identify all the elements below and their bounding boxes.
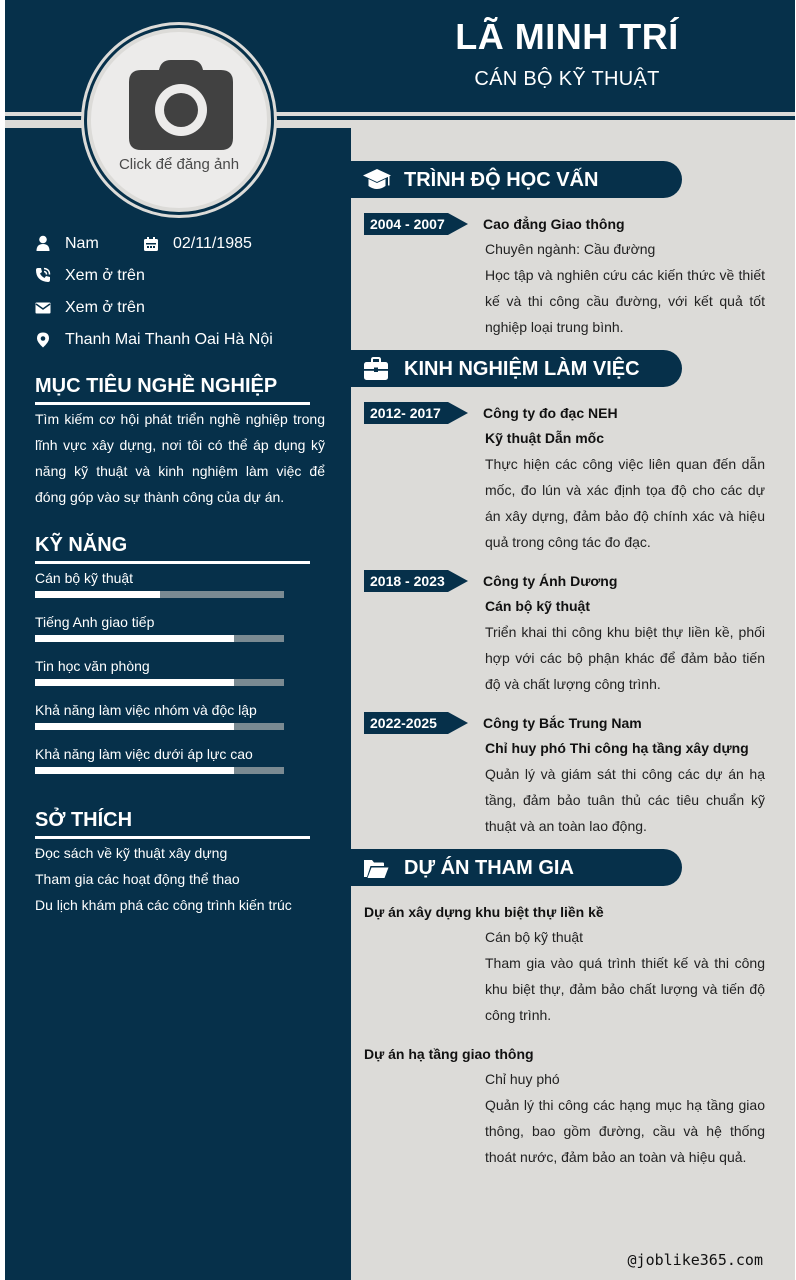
experience-description: Thực hiện các công việc liên quan đến dẫn mốc, đo lún và xác định tọa độ cho các dự án xây dựng, đảm bảo độ chính xác và hiệu quả trong công tác đo đạc. bbox=[485, 456, 765, 550]
skills-underline bbox=[35, 561, 310, 564]
folder-open-icon bbox=[363, 855, 389, 881]
company-name: Công ty Bắc Trung Nam bbox=[483, 715, 642, 731]
gender: Nam bbox=[65, 235, 99, 252]
skill-bar bbox=[35, 767, 284, 774]
objective-underline bbox=[35, 402, 310, 405]
experience-title: KINH NGHIỆM LÀM VIỆC bbox=[404, 358, 640, 380]
objective-text: Tìm kiếm cơ hội phát triển nghề nghiệp trong lĩnh vực xây dựng, nơi tôi có thể áp dụng kỹ năng kỹ thuật và kinh nghiệm làm việc để đóng góp vào sự thành công của dự án. bbox=[35, 411, 325, 505]
project-description: Quản lý thi công các hạng mục hạ tầng giao thông, bao gồm đường, cầu và hệ thống thoát nước, đảm bảo an toàn và hiệu quả. bbox=[485, 1097, 765, 1165]
hobbies-underline bbox=[35, 836, 310, 839]
company-name: Công ty đo đạc NEH bbox=[483, 405, 618, 421]
hobbies-title: SỞ THÍCH bbox=[35, 809, 133, 831]
job-role: Chỉ huy phó Thi công hạ tầng xây dựng bbox=[485, 740, 749, 756]
education-title: TRÌNH ĐỘ HỌC VẤN bbox=[404, 169, 599, 191]
date-tag: 2004 - 2007 bbox=[364, 213, 448, 235]
hobby-item: Tham gia các hoạt động thể thao bbox=[35, 871, 240, 887]
calendar-icon bbox=[143, 236, 159, 252]
graduation-cap-icon bbox=[363, 167, 391, 193]
experience-description: Quản lý và giám sát thi công các dự án hạ tầng, đảm bảo tuân thủ các tiêu chuẩn kỹ thuật và an toàn lao động. bbox=[485, 766, 765, 834]
skill-bar-fill bbox=[35, 679, 234, 686]
skill-bar bbox=[35, 679, 284, 686]
project-description: Tham gia vào quá trình thiết kế và thi công khu biệt thự, đảm bảo chất lượng và tiến độ công trình. bbox=[485, 955, 765, 1023]
objective-title: MỤC TIÊU NGHỀ NGHIỆP bbox=[35, 375, 278, 397]
project-name: Dự án xây dựng khu biệt thự liền kề bbox=[364, 904, 604, 920]
hobby-item: Du lịch khám phá các công trình kiến trúc bbox=[35, 897, 292, 913]
skill-bar bbox=[35, 723, 284, 730]
skill-bar bbox=[35, 591, 284, 598]
phone-icon bbox=[35, 267, 51, 283]
email: Xem ở trên bbox=[65, 299, 145, 316]
date-tag: 2022-2025 bbox=[364, 712, 448, 734]
skill-label: Tiếng Anh giao tiếp bbox=[35, 614, 155, 630]
date-tag: 2012- 2017 bbox=[364, 402, 448, 424]
envelope-icon bbox=[35, 300, 51, 316]
photo-upload[interactable] bbox=[87, 28, 271, 212]
address: Thanh Mai Thanh Oai Hà Nội bbox=[65, 331, 273, 348]
major: Chuyên ngành: Cầu đường bbox=[485, 241, 656, 257]
skill-bar-fill bbox=[35, 635, 234, 642]
projects-title: DỰ ÁN THAM GIA bbox=[404, 857, 574, 879]
candidate-job-title: CÁN BỘ KỸ THUẬT bbox=[474, 68, 660, 90]
resume-page bbox=[5, 0, 795, 1280]
skill-bar bbox=[35, 635, 284, 642]
projects-header bbox=[351, 849, 682, 886]
experience-description: Triển khai thi công khu biệt thự liền kề, phối hợp với các bộ phận khác để đảm bảo tiến độ và chất lượng công trình. bbox=[485, 624, 765, 692]
skill-label: Khả năng làm việc dưới áp lực cao bbox=[35, 746, 253, 762]
project-name: Dự án hạ tầng giao thông bbox=[364, 1046, 534, 1062]
phone: Xem ở trên bbox=[65, 267, 145, 284]
school-name: Cao đẳng Giao thông bbox=[483, 216, 625, 232]
candidate-name: LÃ MINH TRÍ bbox=[455, 16, 679, 57]
education-header bbox=[351, 161, 682, 198]
skill-label: Tin học văn phòng bbox=[35, 658, 150, 674]
skills-title: KỸ NĂNG bbox=[35, 534, 128, 556]
location-pin-icon bbox=[35, 332, 51, 348]
watermark: @joblike365.com bbox=[627, 1251, 763, 1269]
briefcase-icon bbox=[363, 356, 389, 382]
skill-bar-fill bbox=[35, 591, 160, 598]
project-role: Chỉ huy phó bbox=[485, 1071, 560, 1087]
skill-bar-fill bbox=[35, 767, 234, 774]
skill-bar-fill bbox=[35, 723, 234, 730]
experience-header bbox=[351, 350, 682, 387]
education-description: Học tập và nghiên cứu các kiến thức về thiết kế và thi công cầu đường, với kết quả tốt nghiệp loại trung bình. bbox=[485, 267, 765, 335]
camera-icon bbox=[129, 58, 233, 150]
photo-caption: Click để đăng ảnh bbox=[118, 156, 240, 173]
hobby-item: Đọc sách về kỹ thuật xây dựng bbox=[35, 845, 228, 861]
birthdate: 02/11/1985 bbox=[173, 235, 252, 252]
skill-label: Cán bộ kỹ thuật bbox=[35, 570, 134, 586]
project-role: Cán bộ kỹ thuật bbox=[485, 929, 584, 945]
date-tag: 2018 - 2023 bbox=[364, 570, 448, 592]
company-name: Công ty Ánh Dương bbox=[483, 573, 618, 589]
job-role: Cán bộ kỹ thuật bbox=[485, 598, 591, 614]
job-role: Kỹ thuật Dẫn mốc bbox=[485, 430, 605, 446]
person-icon bbox=[35, 235, 51, 251]
skill-label: Khả năng làm việc nhóm và độc lập bbox=[35, 702, 257, 718]
